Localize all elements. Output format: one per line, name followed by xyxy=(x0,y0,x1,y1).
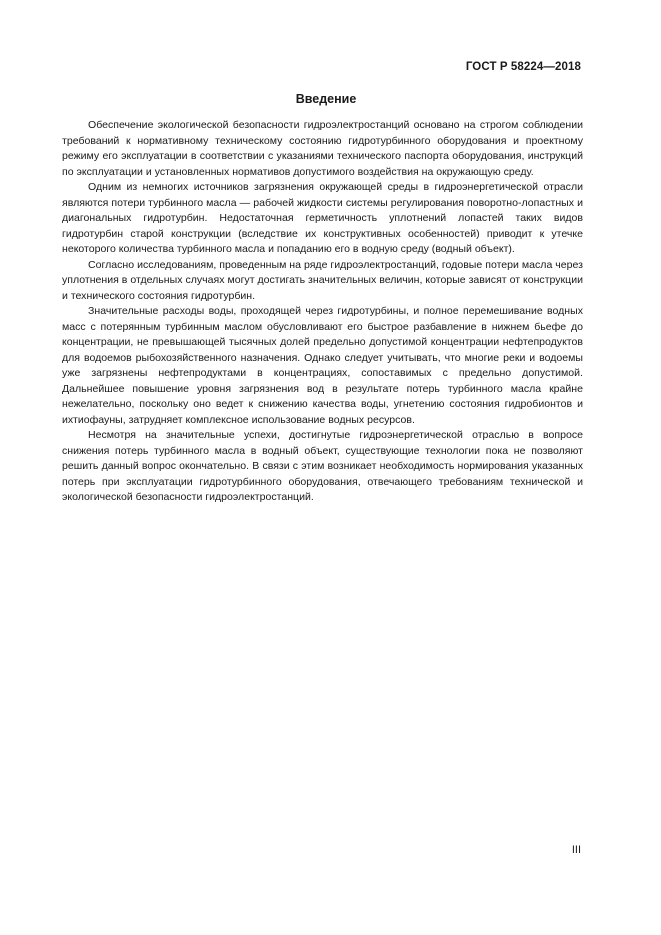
paragraph: Одним из немногих источников загрязнения окружающей среды в гидроэнергетической отрасли являются потери турбинного масла — рабочей жидкости системы регулирования поворотно-лопастных и диагональных гидротурбин. Недостаточная герметичность уплотнений лопастей таких видов гидротурбин старой конструкции (вследствие их конструктивных особенностей) приводит к утечке некоторого количества турбинного масла и попаданию его в водную среду (водный объект). xyxy=(62,181,583,255)
paragraph: Обеспечение экологической безопасности гидроэлектростанций основано на строгом соблюдении требований к нормативному техническому состоянию гидротурбинного оборудования и проектному режиму его эксплуатации в соответствии с указаниями технического паспорта оборудования, инструкций по эксплуатации и установленных нормативов допустимого воздействия на окружающую среду. xyxy=(62,119,583,178)
section-title: Введение xyxy=(295,92,357,106)
standard-number-header: ГОСТ Р 58224—2018 xyxy=(465,61,581,73)
body-text xyxy=(62,118,583,506)
page-number: III xyxy=(571,844,581,856)
paragraph: Несмотря на значительные успехи, достигнутые гидроэнергетической отраслью в вопросе снижения потерь турбинного масла в водный объект, существующие технологии пока не позволяют решить данный вопрос окончательно. В связи с этим возникает необходимость нормирования указанных потерь при эксплуатации гидротурбинного оборудования, отвечающего требованиям технической и экологической безопасности гидроэлектростанций. xyxy=(62,429,583,503)
paragraph: Значительные расходы воды, проходящей через гидротурбины, и полное перемешивание водных масс с потерянным турбинным маслом обусловливают его быстрое разбавление в нижнем бьефе до концентрации, не превышающей тысячных долей предельно допустимой концентрации нефтепродуктов для водоемов рыбохозяйственного назначения. Однако следует учитывать, что многие реки и водоемы уже загрязнены нефтепродуктами в концентрациях, сопоставимых с предельно допустимой. Дальнейшее повышение уровня загрязнения вод в результате потерь турбинного масла крайне нежелательно, поскольку оно ведет к снижению качества воды, угнетению состояния гидробионтов и ихтиофауны, затрудняет комплексное использование водных ресурсов. xyxy=(62,305,583,426)
paragraph: Согласно исследованиям, проведенным на ряде гидроэлектростанций, годовые потери масла через уплотнения в отдельных случаях могут достигать значительных величин, которые зависят от конструкции и технического состояния гидротурбин. xyxy=(62,258,583,302)
